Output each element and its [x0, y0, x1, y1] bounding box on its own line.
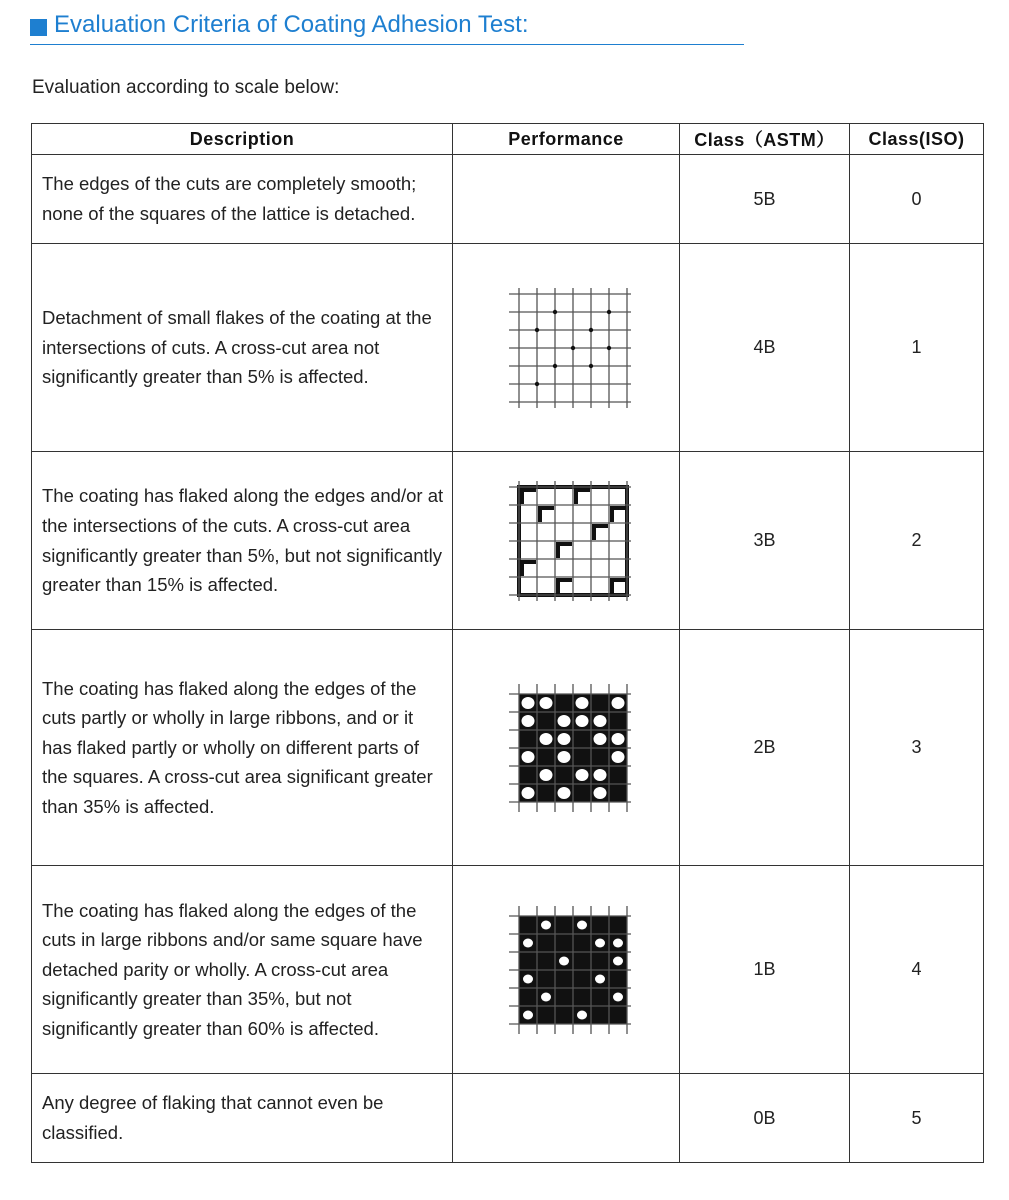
- row-description: Detachment of small flakes of the coating at the intersections of cuts. A cross-cut area not significantly greater than 5% is affected.: [32, 244, 453, 452]
- row-class-iso: 5: [850, 1074, 984, 1163]
- crosscut-grid-4b-icon: [501, 288, 631, 408]
- row-description: The edges of the cuts are completely smooth; none of the squares of the lattice is detached.: [32, 155, 453, 244]
- header-description: Description: [32, 124, 453, 155]
- row-description: The coating has flaked along the edges of the cuts partly or wholly in large ribbons, and or it has flaked partly or wholly on different parts of the squares. A cross-cut area significant greater than 35% is affected.: [32, 630, 453, 866]
- row-description: Any degree of flaking that cannot even be classified.: [32, 1074, 453, 1163]
- heading-bullet-icon: [30, 19, 47, 36]
- intro-text: Evaluation according to scale below:: [32, 77, 340, 98]
- table-row: [32, 244, 984, 452]
- row-class-astm: 3B: [680, 452, 850, 630]
- section-heading: [30, 8, 744, 45]
- table-row: [32, 155, 984, 244]
- adhesion-criteria-table: [31, 123, 984, 1163]
- table-row: [32, 866, 984, 1074]
- table-row: [32, 1074, 984, 1163]
- table-row: [32, 452, 984, 630]
- header-performance: Performance: [453, 124, 680, 155]
- crosscut-grid-1b-icon: [501, 905, 631, 1035]
- row-class-iso: 4: [850, 866, 984, 1074]
- heading-title: Evaluation Criteria of Coating Adhesion Test:: [54, 11, 529, 38]
- crosscut-grid-3b-icon: [501, 481, 631, 601]
- row-performance-empty: [453, 155, 680, 244]
- header-class-astm: Class（ASTM）: [680, 124, 850, 155]
- row-class-astm: 2B: [680, 630, 850, 866]
- row-class-astm: 1B: [680, 866, 850, 1074]
- row-class-iso: 1: [850, 244, 984, 452]
- row-class-astm: 4B: [680, 244, 850, 452]
- row-class-iso: 3: [850, 630, 984, 866]
- row-class-astm: 5B: [680, 155, 850, 244]
- row-class-iso: 2: [850, 452, 984, 630]
- row-class-iso: 0: [850, 155, 984, 244]
- row-description: The coating has flaked along the edges of the cuts in large ribbons and/or same square have detached parity or wholly. A cross-cut area significantly greater than 35%, but not significantly greater than 60% is affected.: [32, 866, 453, 1074]
- crosscut-grid-2b-icon: [501, 683, 631, 813]
- row-description: The coating has flaked along the edges and/or at the intersections of the cuts. A cross-cut area significantly greater than 5%, but not significantly greater than 15% is affected.: [32, 452, 453, 630]
- row-performance-empty: [453, 1074, 680, 1163]
- header-class-iso: Class(ISO): [850, 124, 984, 155]
- row-class-astm: 0B: [680, 1074, 850, 1163]
- table-header-row: [32, 124, 984, 155]
- table-row: [32, 630, 984, 866]
